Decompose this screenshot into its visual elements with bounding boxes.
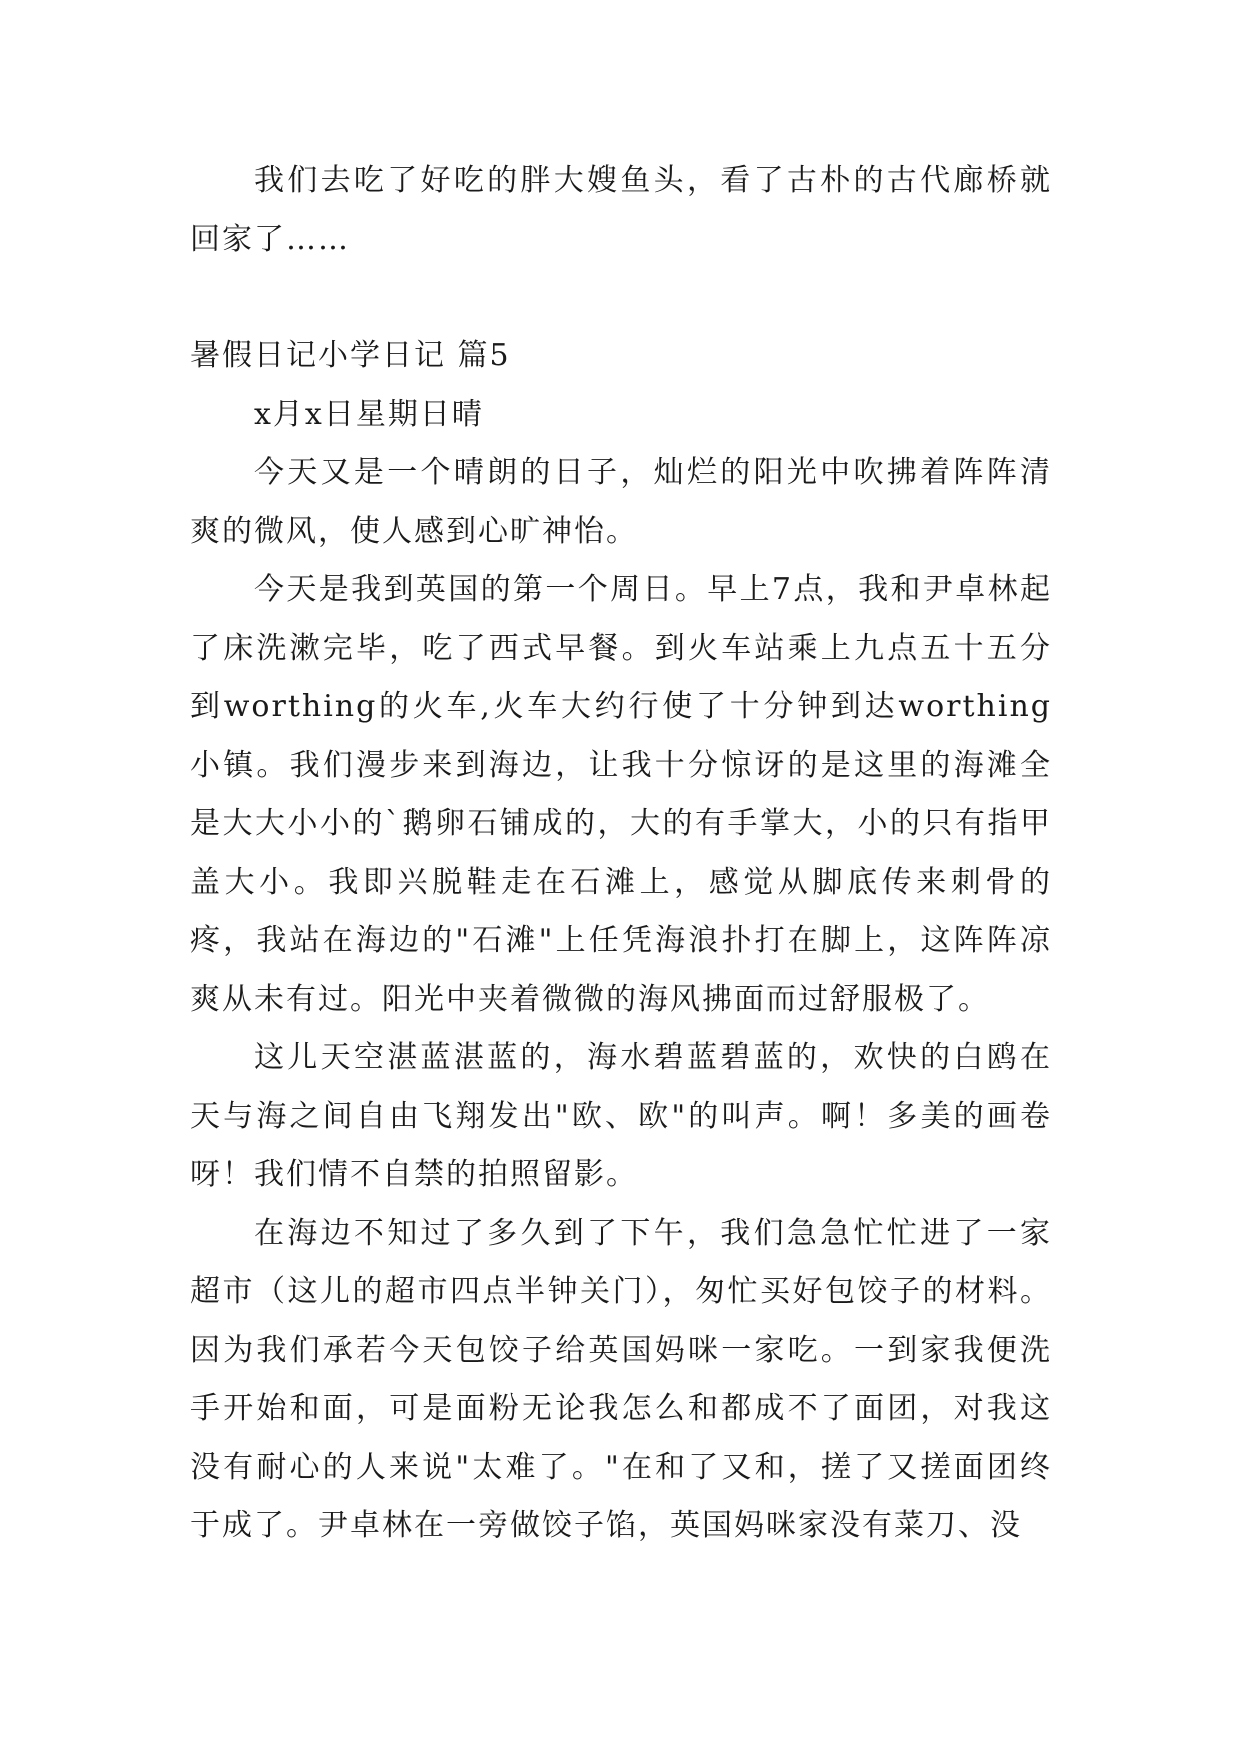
date-line: x月x日星期日晴 [254, 396, 484, 432]
document-body [190, 152, 1052, 1556]
paragraph-return-home: 我们去吃了好吃的胖大嫂鱼头，看了古朴的古代廊桥就回家了…… [190, 163, 1052, 257]
section-title: 暑假日记小学日记 篇5 [190, 338, 511, 373]
paragraph-dumplings: 在海边不知过了多久到了下午，我们急急忙忙进了一家超市（这儿的超市四点半钟关门），匆忙买好包饺子的材料。因为我们承若今天包饺子给英国妈咪一家吃。一到家我便洗手开始和面，可是面粉无论我怎么和都成不了面团，对我这没有耐心的人来说"太难了。"在和了又和，搓了又搓面团终于成了。尹卓林在一旁做饺子馅，英国妈咪家没有菜刀、没 [190, 1215, 1052, 1543]
section-spacer [190, 269, 1052, 327]
paragraph-sky-and-sea: 这儿天空湛蓝湛蓝的，海水碧蓝碧蓝的，欢快的白鸥在天与海之间自由飞翔发出"欧、欧"的叫声。啊！多美的画卷呀！我们情不自禁的拍照留影。 [190, 1040, 1052, 1192]
paragraph-sunny-day: 今天又是一个晴朗的日子，灿烂的阳光中吹拂着阵阵清爽的微风，使人感到心旷神怡。 [190, 455, 1052, 549]
paragraph-worthing-trip: 今天是我到英国的第一个周日。早上7点，我和尹卓林起了床洗漱完毕，吃了西式早餐。到火车站乘上九点五十五分到worthing的火车,火车大约行使了十分钟到达worthing小镇。我们漫步来到海边，让我十分惊讶的是这里的海滩全是大大小小的`鹅卵石铺成的，大的有手掌大，小的只有指甲盖大小。我即兴脱鞋走在石滩上，感觉从脚底传来刺骨的疼，我站在海边的"石滩"上任凭海浪扑打在脚上，这阵阵凉爽从未有过。阳光中夹着微微的海风拂面而过舒服极了。 [190, 572, 1052, 1017]
